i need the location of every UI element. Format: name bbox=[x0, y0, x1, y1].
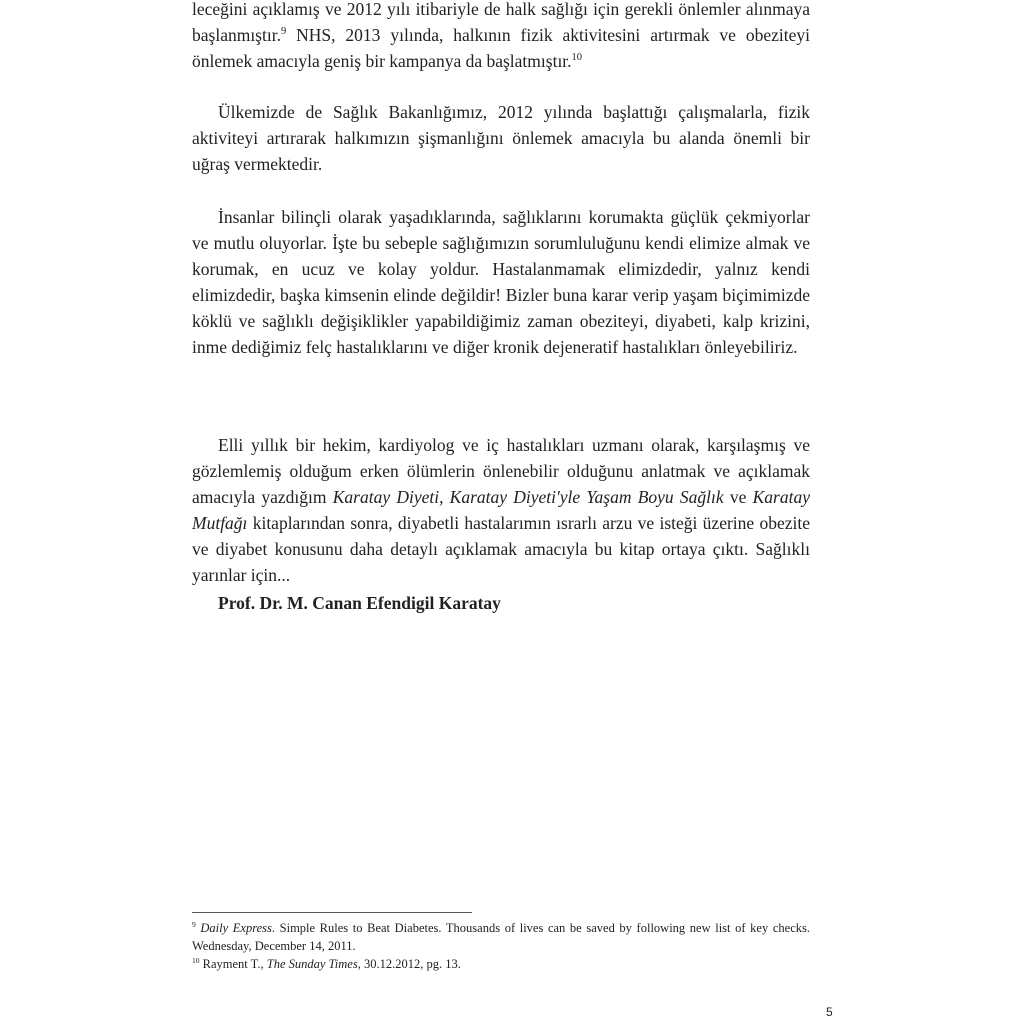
footnote-marker: 9 bbox=[192, 919, 196, 929]
paragraph-text: Ülkemizde de Sağlık Bakanlığımız, 2012 yılında başlattığı çalışmalarla, fizik aktiviteyi artırarak halkımızın şişmanlığını önlemek amacıyla bu alanda önemli bir uğraş vermektedir. bbox=[192, 102, 810, 174]
paragraph-continuation bbox=[192, 0, 810, 74]
footnote-source: The Sunday Times bbox=[266, 957, 358, 971]
footnote-source: Daily Express bbox=[200, 921, 272, 935]
paragraph-health-ministry bbox=[192, 99, 810, 177]
paragraph-text: leceğini açıklamış ve 2012 yılı itibariyle de halk sağlığı için gerekli önlemler alınmaya başlanmıştır. bbox=[192, 0, 810, 45]
footnote-text: , 30.12.2012, pg. 13. bbox=[357, 957, 461, 971]
page-number: 5 bbox=[826, 1005, 833, 1019]
footnote-author: Rayment T., bbox=[199, 957, 267, 971]
book-title: Karatay Diyeti, Karatay Diyeti'yle Yaşam Boyu Sağlık bbox=[332, 487, 724, 507]
paragraph-text: ve bbox=[723, 487, 753, 507]
footnote-text: . Simple Rules to Beat Diabetes. Thousands of lives can be saved by following new list of key checks. Wednesday, December 14, 2011. bbox=[192, 921, 810, 953]
paragraph-text: İnsanlar bilinçli olarak yaşadıklarında, sağlıklarını korumakta güçlük çekmiyorlar ve mutlu oluyorlar. İşte bu sebeple sağlığımızın sorumluluğunu kendi elimize almak ve korumak, en ucuz ve kolay yoldur. Hastalanmamak elimizdedir, yalnız kendi elimizdedir, başka kimsenin elinde değildir! Bizler buna karar verip yaşam biçimimizde köklü ve sağlıklı değişiklikler yapabildiğimiz zaman obeziteyi, diyabeti, kalp krizini, inme dediğimiz felç hastalıklarını ve diğer kronik dejeneratif hastalıkları önleyebiliriz. bbox=[192, 207, 810, 357]
paragraph-conscious-living bbox=[192, 204, 810, 360]
footnote-ref-9: 9 bbox=[280, 26, 287, 38]
footnotes bbox=[192, 919, 810, 973]
footnote-10 bbox=[192, 955, 810, 973]
footnote-ref-10: 10 bbox=[571, 52, 583, 64]
paragraph-text: Elli yıllık bir hekim, kardiyolog ve iç hastalıkları uzmanı olarak, karşılaşmış ve gözlemlemiş olduğum erken ölümlerin önlenebilir olduğunu anlatmak ve açıklamak amacıyla yazdığım bbox=[192, 435, 810, 507]
book-title: Karatay Mutfağı bbox=[192, 487, 810, 533]
paragraph-text: NHS, 2013 yılında, halkının fizik aktivitesini artırmak ve obeziteyi önlemek amacıyla geniş bir kampanya da başlatmıştır. bbox=[192, 25, 810, 71]
paragraph-text: kitaplarından sonra, diyabetli hastalarımın ısrarlı arzu ve isteği üzerine obezite ve diyabet konusunu daha detaylı açıklamak amacıyla bu kitap ortaya çıktı. Sağlıklı yarınlar için... bbox=[192, 513, 810, 585]
author-signature: Prof. Dr. M. Canan Efendigil Karatay bbox=[218, 593, 501, 613]
footnote-marker: 10 bbox=[192, 955, 200, 965]
footnote-divider bbox=[192, 912, 472, 913]
paragraph-author-books bbox=[192, 432, 810, 588]
footnote-9 bbox=[192, 919, 810, 955]
